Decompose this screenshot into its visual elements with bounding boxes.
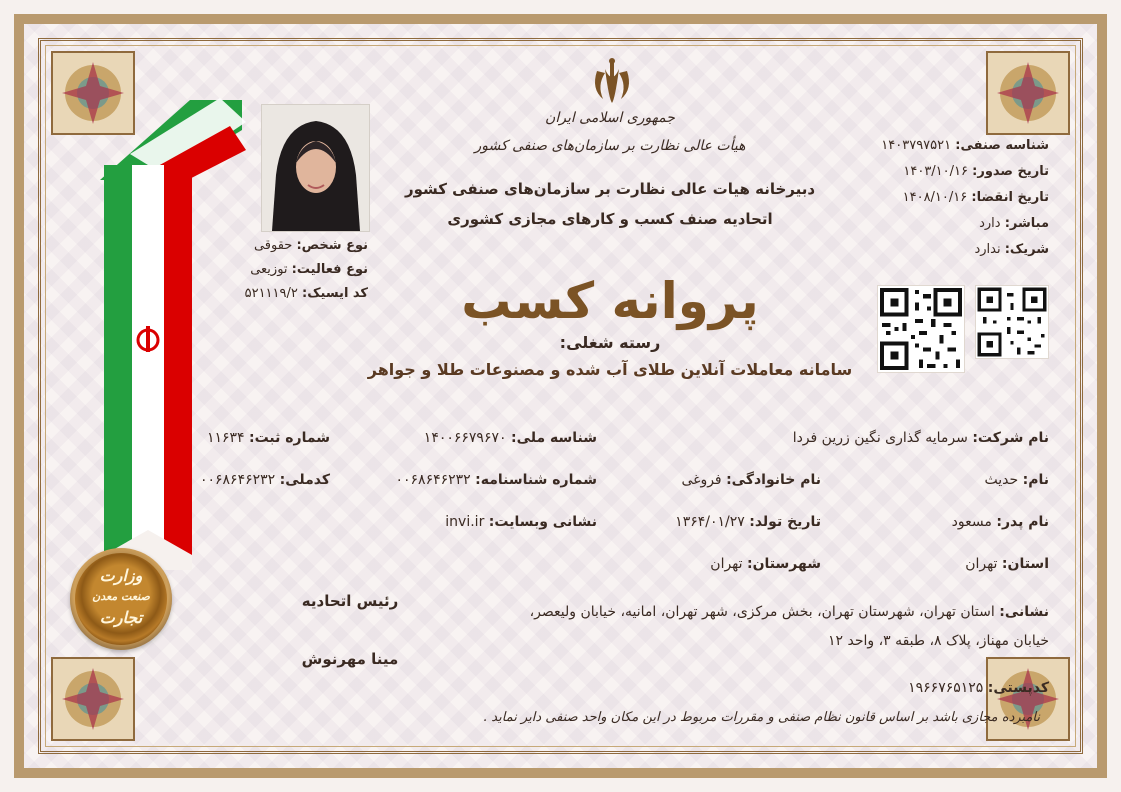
seal-text-top: وزارت [99,566,143,585]
family-name-value: فروغی [681,472,722,488]
person-photo [261,104,370,232]
national-code-value: ۰۰۶۸۶۴۶۲۳۲ [199,472,276,488]
qr-code-small [975,285,1049,359]
province [965,556,1049,572]
expire-date [903,190,1049,205]
seal-text-bottom: تجارت [99,608,143,627]
activity-type [230,262,368,277]
id-number-label: شماره شناسنامه: [475,472,597,488]
partner-value: ندارد [974,242,1001,257]
guild-id [881,138,1049,153]
company-name-label: نام شرکت: [972,430,1049,446]
postal-code-label: کدپستی: [987,680,1049,696]
postal-code-value: ۱۹۶۶۷۶۵۱۲۵ [908,680,984,696]
address-line-1: استان تهران، شهرستان تهران، بخش مرکزی، شهر تهران، امانیه، خیابان ولیعصر، [529,604,995,620]
national-id [424,430,597,446]
secretariat-name: دبیرخانه هیات عالی نظارت بر سازمان‌های صنفی کشور [404,180,816,198]
iran-emblem-icon [585,55,639,109]
website-label: نشانی وبسایت: [488,514,597,530]
first-name-label: نام: [1022,472,1049,488]
birth-date-value: ۱۳۶۴/۰۱/۲۷ [675,514,745,530]
footnote: نامبرده مجازی باشد بر اساس قانون نظام صنفی و مقررات مربوط در این مکان واحد صنفی دایر نماید . [483,710,1040,725]
qr-code-large [877,285,965,373]
country-name: جمهوری اسلامی ایران [545,110,675,126]
issue-date-value: ۱۴۰۳/۱۰/۱۶ [903,164,968,179]
family-name [681,472,821,488]
corner-ornament [50,656,136,742]
direct-value: دارد [979,216,1001,231]
activity-type-value: توزیعی [250,262,288,277]
postal-code [908,680,1049,696]
website-value[interactable]: invi.ir [445,514,485,530]
national-id-value: ۱۴۰۰۶۶۷۹۶۷۰ [423,430,507,446]
family-name-label: نام خانوادگی: [726,472,821,488]
guild-id-value: ۱۴۰۳۷۹۷۵۲۱ [881,138,952,153]
birth-date-label: تاریخ تولد: [749,514,821,530]
isic-code [230,286,368,301]
issue-date [903,164,1049,179]
birth-date [675,514,821,530]
guild-id-label: شناسه صنفی: [955,138,1049,153]
registration-number-value: ۱۱۶۳۴ [206,430,245,446]
city [710,556,821,572]
address-label: نشانی: [999,604,1049,620]
address [530,604,1049,620]
province-value: تهران [965,556,998,572]
province-label: استان: [1001,556,1049,572]
corner-ornament [985,656,1071,742]
seal-text-mid: صنعت معدن [92,590,150,603]
first-name-value: حدیث [984,472,1019,488]
signatory-name: مینا مهرنوش [301,650,399,668]
issue-date-label: تاریخ صدور: [972,164,1049,179]
expire-date-label: تاریخ انقضا: [971,190,1049,205]
company-name-value: سرمایه گذاری نگین زرین فردا [792,430,968,446]
direct-status [979,216,1049,231]
isic-code-label: کد ایسیک: [302,286,368,301]
partner-status [974,242,1049,257]
id-number [396,472,598,488]
direct-label: مباشر: [1004,216,1049,231]
guild-value: سامانه معاملات آنلاین طلای آب شده و مصنوعات طلا و جواهر [367,360,853,379]
guild-label: رسته شغلی: [559,333,661,352]
father-name [952,514,1049,530]
isic-code-value: ۵۲۱۱۱۹/۲ [244,286,298,301]
city-value: تهران [710,556,743,572]
person-type-label: نوع شخص: [296,238,368,253]
father-name-value: مسعود [951,514,992,530]
person-type-value: حقوقی [253,238,293,253]
id-number-value: ۰۰۶۸۶۴۶۲۳۲ [395,472,471,488]
first-name [985,472,1049,488]
national-id-label: شناسه ملی: [510,430,597,446]
page-title: پروانه کسب [461,272,759,330]
flag-ribbon [70,90,250,570]
address-line-2: خیابان مهناز، پلاک ۸، طبقه ۳، واحد ۱۲ [827,633,1049,649]
board-name: هیأت عالی نظارت بر سازمان‌های صنفی کشور [474,138,746,154]
partner-label: شریک: [1004,242,1049,257]
national-code [200,472,330,488]
corner-ornament [985,50,1071,136]
expire-date-value: ۱۴۰۸/۱۰/۱۶ [902,190,968,205]
union-name: اتحادیه صنف کسب و کارهای مجازی کشوری [447,210,773,228]
website [445,514,597,530]
registration-number [207,430,330,446]
city-label: شهرستان: [746,556,821,572]
company-name [793,430,1049,446]
registration-number-label: شماره ثبت: [249,430,330,446]
signatory-title: رئیس اتحادیه [301,592,399,610]
ministry-seal [70,548,172,650]
activity-type-label: نوع فعالیت: [291,262,368,277]
address-continued [828,633,1049,649]
father-name-label: نام پدر: [996,514,1049,530]
person-type [230,238,368,253]
national-code-label: کدملی: [279,472,330,488]
